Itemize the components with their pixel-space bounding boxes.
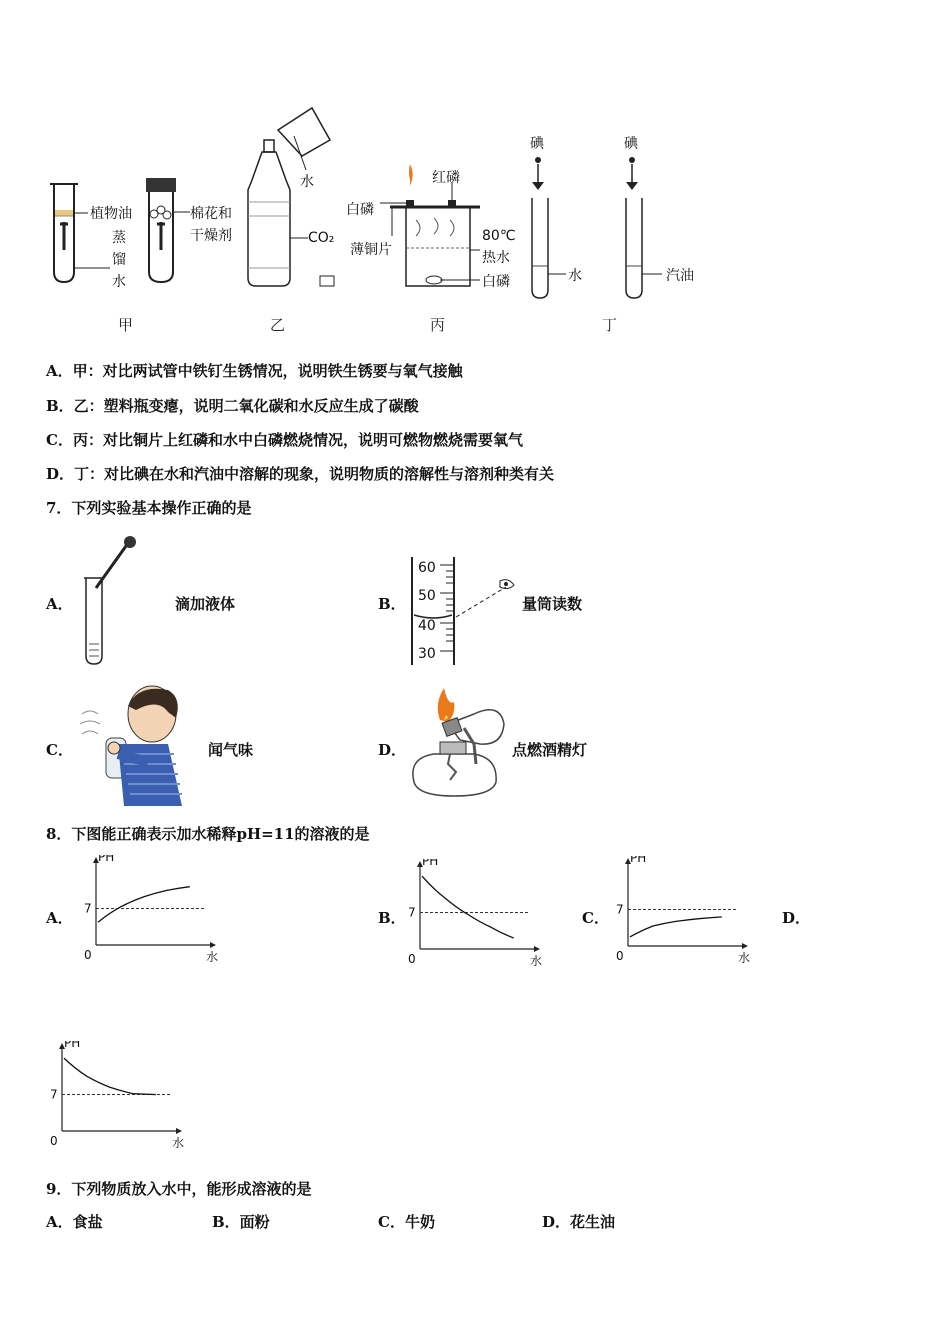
bing-apparatus [380, 164, 480, 286]
q9-stem: 9．下列物质放入水中，能形成溶液的是 [46, 1180, 312, 1198]
stopper [146, 178, 176, 192]
q9-option-a: A．食盐 [46, 1213, 103, 1231]
cylinder-tick-30: 30 [418, 646, 436, 662]
reference-label: 7 [84, 901, 92, 916]
label-co2: CO₂ [308, 230, 335, 246]
q6-option-b: B．乙：塑料瓶变瘪，说明二氧化碳和水反应生成了碳酸 [46, 397, 419, 415]
q9-option-d: D．花生油 [542, 1213, 616, 1231]
q6-option-a: A．甲：对比两试管中铁钉生锈情况，说明铁生锈要与氧气接触 [46, 362, 463, 380]
bottle-cap [320, 276, 334, 286]
graduated-cylinder-illustration [400, 555, 520, 667]
jia-tube-1 [50, 184, 110, 282]
jia-tube-2 [146, 178, 190, 282]
q9-option-c: C．牛奶 [378, 1213, 435, 1231]
x-axis-label: 水 [738, 951, 751, 965]
x-axis-label: 水 [206, 950, 219, 964]
label-water-yi: 水 [300, 174, 314, 190]
y-axis-label: PH [98, 855, 115, 864]
q6-option-d: D．丁：对比碘在水和汽油中溶解的现象，说明物质的溶解性与溶剂种类有关 [46, 465, 555, 483]
q8-letter-d: D． [782, 909, 811, 927]
label-white-p-top: 白磷 [346, 202, 374, 218]
caption-yi: 乙 [270, 316, 286, 334]
q7-letter-a: A． [46, 595, 73, 613]
alcohol-lamp-illustration [404, 684, 514, 800]
x-axis-arrow [210, 942, 216, 948]
label-distilled-3: 水 [112, 274, 126, 290]
flame-white-p [409, 164, 413, 186]
ph-graph-c [612, 856, 762, 968]
caption-bing: 丙 [430, 316, 446, 334]
y-axis-label: PH [64, 1041, 81, 1050]
q6-option-c: C．丙：对比铜片上红磷和水中白磷燃烧情况，说明可燃物燃烧需要氧气 [46, 431, 523, 449]
label-cotton-1: 棉花和 [190, 206, 232, 222]
label-oil: 植物油 [90, 206, 132, 222]
origin-label: 0 [50, 1134, 58, 1148]
q8-letter-a: A． [46, 909, 73, 927]
label-distilled-1: 蒸 [112, 230, 126, 246]
cylinder-tick-40: 40 [418, 618, 436, 634]
caption-ding: 丁 [602, 316, 618, 334]
label-iodine-1: 碘 [530, 136, 544, 152]
cylinder-tick-50: 50 [418, 588, 436, 604]
ph-curve [64, 1058, 156, 1094]
q8-letter-b: B． [378, 909, 406, 927]
ph-curve [98, 887, 190, 923]
yi-beaker [278, 108, 330, 170]
ph-curve [422, 876, 514, 938]
ph-graph-a [80, 855, 220, 967]
q6-figure [40, 100, 720, 340]
iron-nail-1 [60, 222, 68, 250]
label-copper: 薄铜片 [350, 242, 392, 258]
q8-stem: 8．下图能正确表示加水稀释pH=11的溶液的是 [46, 825, 370, 843]
label-water-ding: 水 [568, 268, 582, 284]
ph-graph-d [46, 1041, 196, 1153]
caption-jia: 甲 [118, 316, 134, 334]
oil-layer [55, 210, 73, 216]
reference-label: 7 [50, 1087, 58, 1102]
x-axis-arrow [742, 943, 748, 949]
origin-label: 0 [616, 949, 624, 963]
label-cotton-2: 干燥剂 [190, 228, 232, 244]
reference-label: 7 [616, 902, 624, 917]
reference-label: 7 [408, 905, 416, 920]
label-red-p: 红磷 [432, 170, 460, 186]
q7-stem: 7．下列实验基本操作正确的是 [46, 499, 252, 517]
q8-letter-c: C． [582, 909, 609, 927]
q7-letter-c: C． [46, 741, 73, 759]
yi-bottle [248, 140, 308, 286]
origin-label: 0 [84, 948, 92, 962]
y-axis-label: PH [630, 856, 647, 865]
q7-caption-b: 量筒读数 [522, 595, 583, 613]
smelling-illustration [78, 684, 198, 806]
x-axis-label: 水 [530, 954, 543, 968]
x-axis-arrow [534, 946, 540, 952]
q7-caption-d: 点燃酒精灯 [512, 741, 588, 759]
ph-curve [630, 917, 722, 937]
x-axis-arrow [176, 1128, 182, 1134]
cylinder-tick-60: 60 [418, 560, 436, 576]
ph-graph-b [404, 859, 554, 971]
label-gasoline: 汽油 [666, 268, 694, 284]
dropper-illustration [80, 530, 140, 670]
label-temp: 80℃ [482, 228, 516, 244]
y-axis-label: PH [422, 859, 439, 868]
label-hot-water: 热水 [482, 250, 510, 266]
q7-caption-a: 滴加液体 [175, 595, 236, 613]
q9-option-b: B．面粉 [212, 1213, 270, 1231]
ding-tube-gasoline [626, 157, 662, 298]
q6-apparatus-svg [40, 100, 720, 340]
label-white-p-bottom: 白磷 [482, 274, 510, 290]
q7-letter-b: B． [378, 595, 406, 613]
label-iodine-2: 碘 [624, 136, 638, 152]
q7-caption-c: 闻气味 [208, 741, 254, 759]
ding-tube-water [532, 157, 566, 298]
q7-letter-d: D． [378, 741, 407, 759]
label-distilled-2: 馏 [112, 252, 126, 268]
x-axis-label: 水 [172, 1136, 185, 1150]
origin-label: 0 [408, 952, 416, 966]
